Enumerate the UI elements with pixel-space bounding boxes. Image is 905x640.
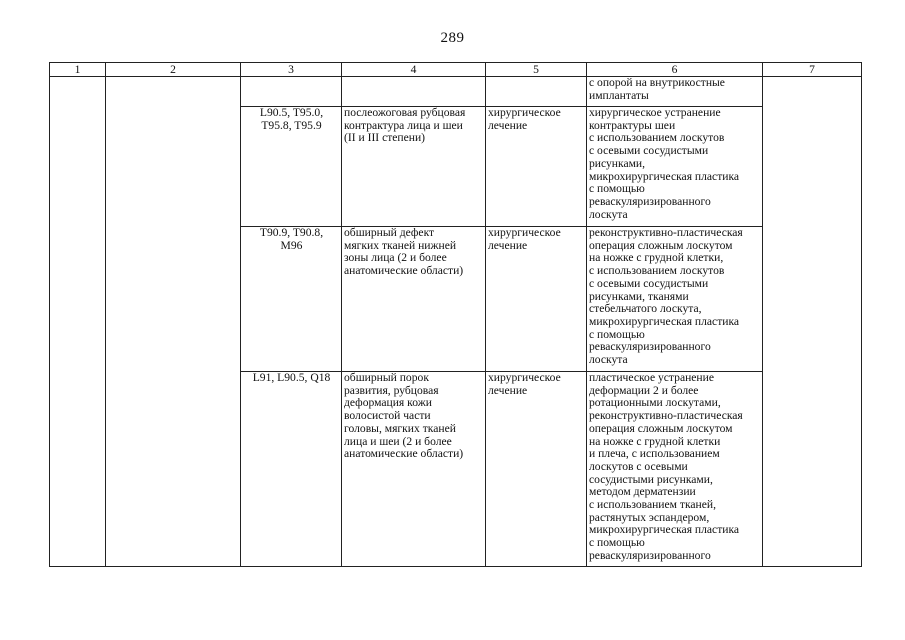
cell-text-line: послеожоговая рубцовая [344, 107, 466, 119]
cell-text-line: развития, рубцовая [344, 384, 439, 397]
column-header-1: 1 [50, 63, 106, 77]
cell-text-line: микрохирургическая пластика [589, 315, 740, 328]
cell-text-line: лица и шеи (2 и более [344, 435, 452, 448]
cell-patient-model [342, 227, 486, 372]
cell-text-line: обширный порок [344, 372, 429, 384]
cell-treatment-type [486, 107, 587, 227]
cell-text-line: имплантаты [589, 89, 649, 102]
cell-text-line: анатомические области) [344, 448, 464, 461]
cell-patient-model [342, 372, 486, 567]
cell-text-line: хирургическое [488, 227, 561, 239]
cell-text-line: зоны лица (2 и более [344, 252, 447, 265]
cell-col-7 [763, 77, 862, 567]
column-header-5: 5 [486, 63, 587, 77]
cell-text-line: с осевыми сосудистыми [589, 145, 709, 158]
cell-text-line: анатомические области) [344, 265, 464, 278]
cell-text-line: реконструктивно-пластическая [589, 410, 743, 423]
cell-text-line: T90.9, T90.8, [259, 227, 324, 239]
cell-text-line: M96 [280, 239, 303, 252]
cell-treatment-type [486, 372, 587, 567]
cell-treatment-type [486, 227, 587, 372]
cell-text-line: реконструктивно-пластическая [589, 227, 743, 239]
cell-text-line: сосудистыми рисунками, [589, 473, 713, 486]
column-header-4: 4 [342, 63, 486, 77]
cell-text-line: рисунками, тканями [589, 290, 689, 303]
cell-text-line: лоскута [589, 354, 628, 367]
cell-text-line: методом дерматензии [589, 486, 696, 499]
cell-text-line: хирургическое [488, 372, 561, 384]
cell-text-line: T95.8, T95.9 [261, 119, 322, 132]
cell-text-line: L90.5, T95.0, [259, 107, 324, 119]
cell-text-line: реваскуляризированного [589, 549, 711, 562]
cell-text-line: хирургическое [488, 107, 561, 119]
cell-text-line: волосистой части [344, 410, 431, 423]
cell-treatment-method [587, 107, 763, 227]
cell-diagnosis-code [241, 372, 342, 567]
cell-col-2 [106, 77, 241, 567]
cell-text-line: с помощью [589, 537, 645, 550]
cell-text-line: деформации 2 и более [589, 384, 699, 397]
cell-text-line: на ножке с грудной клетки [589, 435, 721, 448]
cell-text-line: хирургическое устранение [589, 107, 721, 119]
cell-text-line: с использованием тканей, [589, 499, 717, 512]
services-table [49, 62, 862, 567]
cell-text-line: микрохирургическая пластика [589, 524, 740, 537]
cell-text-line: реваскуляризированного [589, 195, 711, 208]
cell-text-line: пластическое устранение [589, 372, 714, 384]
cell-text-line: реваскуляризированного [589, 341, 711, 354]
cell-col-1 [50, 77, 106, 567]
cell-text-line: микрохирургическая пластика [589, 170, 740, 183]
cell-text-line: лоскутов с осевыми [589, 460, 688, 473]
column-header-3: 3 [241, 63, 342, 77]
cell-text-line: головы, мягких тканей [344, 422, 456, 435]
cell-text-line: операция сложным лоскутом [589, 239, 733, 252]
cell-text-line: лечение [488, 119, 528, 132]
cell-treatment-method [587, 372, 763, 567]
cell-text-line: лоскута [589, 208, 628, 221]
cell-text-line: с опорой на внутрикостные [589, 77, 725, 89]
cell-patient-model [342, 77, 486, 107]
table-row [50, 77, 862, 107]
cell-text-line: контрактура лица и шеи [344, 119, 463, 132]
cell-text-line: стебельчатого лоскута, [589, 303, 702, 316]
cell-text-line: и плеча, с использованием [589, 448, 720, 461]
cell-text-line: растянутых эспандером, [589, 511, 710, 524]
cell-patient-model [342, 107, 486, 227]
cell-treatment-method [587, 227, 763, 372]
cell-text-line: контрактуры шеи [589, 119, 676, 132]
cell-text-line: мягких тканей нижней [344, 239, 457, 252]
cell-text-line: (II и III степени) [344, 132, 426, 145]
cell-text-line: L91, L90.5, Q18 [252, 372, 331, 384]
cell-text-line: с использованием лоскутов [589, 265, 725, 278]
cell-text-line: лечение [488, 239, 528, 252]
cell-text-line: рисунками, [589, 157, 646, 170]
cell-diagnosis-code [241, 77, 342, 107]
column-header-2: 2 [106, 63, 241, 77]
page-number: 289 [440, 30, 465, 46]
cell-text-line: деформация кожи [344, 397, 432, 410]
cell-text-line: с использованием лоскутов [589, 132, 725, 145]
column-header-row [50, 63, 862, 77]
cell-text-line: лечение [488, 384, 528, 397]
cell-diagnosis-code [241, 227, 342, 372]
cell-text-line: обширный дефект [344, 227, 435, 239]
cell-text-line: операция сложным лоскутом [589, 422, 733, 435]
cell-text-line: с помощью [589, 183, 645, 196]
cell-text-line: ротационными лоскутами, [589, 397, 721, 410]
column-header-6: 6 [587, 63, 763, 77]
cell-text-line: на ножке с грудной клетки, [589, 252, 724, 265]
cell-text-line: с осевыми сосудистыми [589, 277, 709, 290]
cell-diagnosis-code [241, 107, 342, 227]
cell-text-line: с помощью [589, 328, 645, 341]
column-header-7: 7 [763, 63, 862, 77]
cell-treatment-type [486, 77, 587, 107]
cell-treatment-method [587, 77, 763, 107]
